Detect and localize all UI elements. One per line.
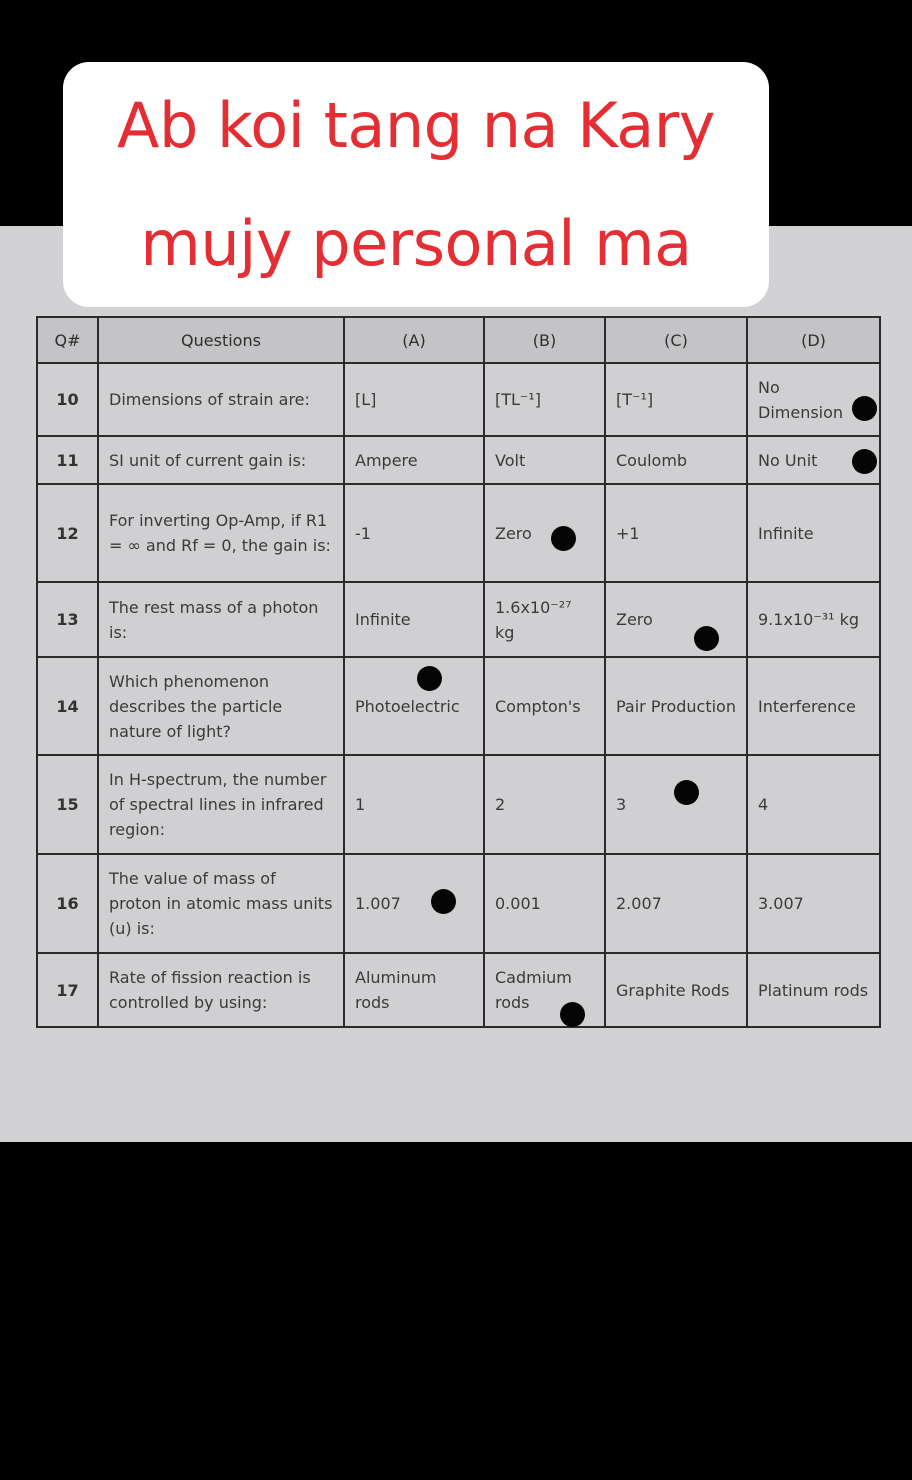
option-b-text: Zero [495,523,532,543]
option-d-text: 4 [758,795,769,814]
option-c-text: [T⁻¹] [616,390,654,409]
question-text: The value of mass of proton in atomic mass units (u) is: [98,854,344,953]
option-b [484,755,605,854]
option-c [605,953,747,1027]
option-b-text: Volt [495,450,526,470]
answer-mark-dot [551,526,576,551]
caption-line-2: mujy personal ma [140,206,692,280]
table-header-row [37,317,880,363]
option-a-text: 1 [355,795,366,814]
answer-mark-dot [431,889,456,914]
answer-mark-dot [417,666,442,691]
option-d-text: Interference [758,696,856,716]
question-number: 17 [37,953,98,1027]
option-c [605,363,747,436]
answer-mark-dot [852,449,877,474]
question-text: The rest mass of a photon is: [98,582,344,657]
question-text: Rate of fission reaction is controlled by using: [98,953,344,1027]
table-row [37,953,880,1027]
caption-line-1: Ab koi tang na Kary [117,88,715,162]
option-a [344,582,484,657]
question-number: 16 [37,854,98,953]
option-d [747,582,880,657]
option-b [484,953,605,1027]
option-d [747,854,880,953]
option-b-text: 0.001 [495,894,541,913]
option-a [344,484,484,582]
option-a [344,657,484,755]
option-a-text: [L] [355,390,377,409]
option-a-text: Photoelectric [355,696,460,716]
option-c [605,657,747,755]
header-option-c: (C) [605,317,747,363]
option-a [344,436,484,484]
option-c [605,582,747,657]
option-c-text: Zero [616,610,653,629]
answer-mark-dot [560,1002,585,1027]
table-row [37,484,880,582]
option-b [484,657,605,755]
option-d-text: Infinite [758,523,814,543]
option-d-text: No Dimension [758,377,844,422]
option-d-text: 3.007 [758,894,804,913]
option-a-text: 1.007 [355,894,401,913]
option-c-text: 3 [616,795,627,814]
option-a-text: -1 [355,523,371,543]
option-d-text: No Unit [758,450,818,470]
option-d [747,436,880,484]
table-row [37,436,880,484]
question-text: Dimensions of strain are: [98,363,344,436]
header-option-d: (D) [747,317,880,363]
option-a [344,363,484,436]
option-b [484,484,605,582]
option-b-text: Cadmium rods [495,968,572,1012]
question-number: 10 [37,363,98,436]
option-a-text: Infinite [355,610,411,629]
option-d [747,484,880,582]
option-a [344,854,484,953]
option-d [747,755,880,854]
answer-mark-dot [852,396,877,421]
option-d-text: 9.1x10⁻³¹ kg [758,610,860,629]
option-c [605,484,747,582]
header-option-b: (B) [484,317,605,363]
option-b-text: 2 [495,795,506,814]
option-d [747,657,880,755]
option-d [747,363,880,436]
option-b-text: Compton's [495,696,581,716]
option-d [747,953,880,1027]
option-a [344,953,484,1027]
question-text: SI unit of current gain is: [98,436,344,484]
question-text: Which phenomenon describes the particle nature of light? [98,657,344,755]
question-number: 15 [37,755,98,854]
question-number: 11 [37,436,98,484]
question-number: 12 [37,484,98,582]
option-b [484,363,605,436]
answer-mark-dot [694,626,719,651]
option-c [605,755,747,854]
answer-mark-dot [674,780,699,805]
option-a [344,755,484,854]
question-number: 13 [37,582,98,657]
header-option-a: (A) [344,317,484,363]
option-b [484,436,605,484]
option-c [605,436,747,484]
table-row [37,755,880,854]
question-number: 14 [37,657,98,755]
option-d-text: Platinum rods [758,980,869,1000]
option-c-text: Graphite Rods [616,980,730,1000]
header-qnum: Q# [37,317,98,363]
table-row [37,854,880,953]
option-c [605,854,747,953]
option-b [484,854,605,953]
option-b-text: [TL⁻¹] [495,390,542,409]
option-c-text: Pair Production [616,696,736,716]
question-text: For inverting Op-Amp, if R1 = ∞ and Rf = 0, the gain is: [98,484,344,582]
table-row [37,363,880,436]
option-c-text: 2.007 [616,894,662,913]
table-row [37,657,880,755]
mcq-table [36,316,881,1028]
option-b-text: 1.6x10⁻²⁷ kg [495,597,572,642]
question-text: In H-spectrum, the number of spectral lines in infrared region: [98,755,344,854]
option-b [484,582,605,657]
option-c-text: Coulomb [616,450,688,470]
option-a-text: Aluminum rods [355,968,437,1012]
table-row [37,582,880,657]
option-a-text: Ampere [355,450,418,470]
caption-overlay [63,62,769,307]
header-questions: Questions [98,317,344,363]
option-c-text: +1 [616,523,640,543]
